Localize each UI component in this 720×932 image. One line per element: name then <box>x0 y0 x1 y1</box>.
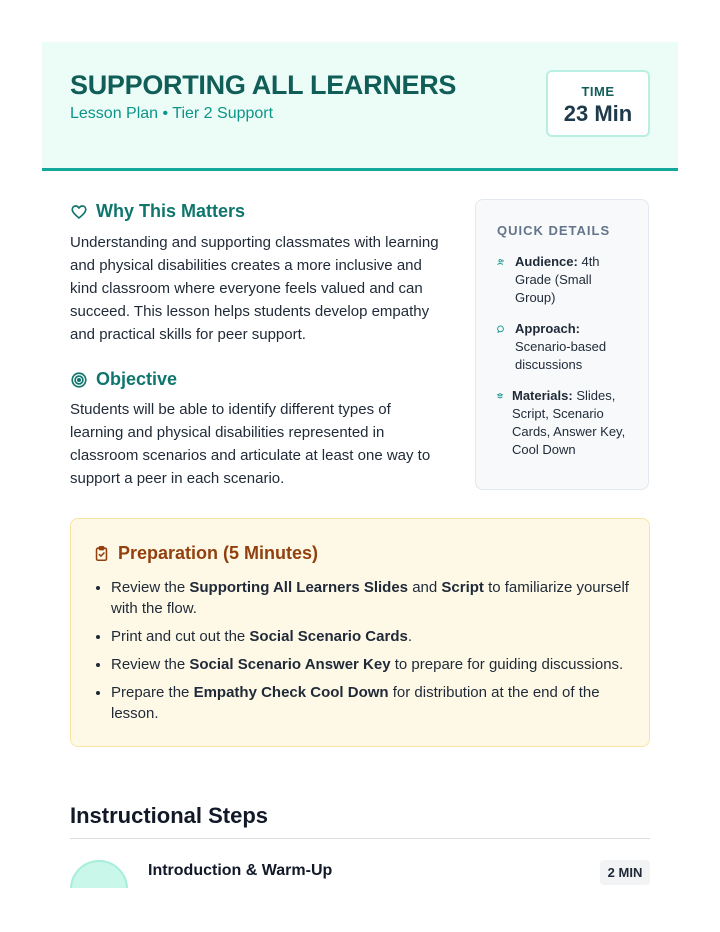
materials-label: Materials: <box>512 388 573 403</box>
why-paragraph <box>70 231 439 346</box>
instructional-steps-title: Instructional Steps <box>70 803 269 828</box>
why-line: Understanding and supporting classmates with learning <box>70 234 439 251</box>
item-text: and <box>408 579 442 596</box>
objective-line: learning and physical disabilities represented in <box>70 424 385 441</box>
item-text: Print and cut out the <box>111 628 250 645</box>
audience-detail <box>515 253 600 307</box>
objective-line: classroom scenarios and articulate at least one way to <box>70 447 431 464</box>
why-section-title <box>70 201 245 222</box>
approach-label: Approach: <box>515 321 580 336</box>
quick-details-card <box>475 199 649 490</box>
objective-line: support a peer in each scenario. <box>70 470 285 487</box>
item-bold: Supporting All Learners Slides <box>189 579 409 596</box>
item-text: for distribution at the end of the lesson. <box>111 684 600 722</box>
target-icon <box>70 371 88 389</box>
heart-icon <box>70 203 88 221</box>
layers-icon <box>496 392 504 400</box>
page-title: SUPPORTING ALL LEARNERS <box>70 70 457 100</box>
item-bold: Social Scenario Cards <box>249 628 408 645</box>
chat-icon <box>497 325 505 333</box>
page-cutoff <box>0 888 720 932</box>
audience-value: 4th <box>581 254 600 269</box>
objective-title-text: Objective <box>96 369 178 389</box>
clipboard-check-icon <box>93 545 110 562</box>
time-label: TIME <box>581 84 615 99</box>
list-item <box>111 682 631 724</box>
preparation-title <box>93 543 318 564</box>
item-text: Review the <box>111 579 190 596</box>
item-text: Review the <box>111 656 190 673</box>
time-card <box>546 70 650 137</box>
objective-section-title <box>70 369 177 390</box>
preparation-card <box>70 518 650 747</box>
item-text: Prepare the <box>111 684 194 701</box>
preparation-title-text: Preparation (5 Minutes) <box>118 543 319 563</box>
audience-label: Audience: <box>515 254 578 269</box>
list-item <box>111 626 631 647</box>
preparation-list <box>93 577 631 731</box>
why-line: and physical disabilities creates a more inclusive and <box>70 257 422 274</box>
why-line: and practical skills for peer support. <box>70 326 306 343</box>
step-duration-badge: 2 MIN <box>600 860 650 885</box>
why-line: kind classroom where everyone feels valued and can <box>70 280 423 297</box>
materials-value: Script, Scenario <box>512 406 604 421</box>
audience-value: Group) <box>515 290 556 305</box>
materials-value: Cool Down <box>512 442 576 457</box>
item-text: . <box>407 628 412 645</box>
materials-detail <box>512 387 625 459</box>
lesson-header <box>42 42 678 171</box>
approach-value: Scenario-based <box>515 339 607 354</box>
why-title-text: Why This Matters <box>96 201 246 221</box>
list-item <box>111 577 631 619</box>
approach-value: discussions <box>515 357 583 372</box>
step-title: Introduction & Warm-Up <box>148 862 333 879</box>
quick-details-title: QUICK DETAILS <box>497 223 611 238</box>
approach-detail <box>515 320 606 374</box>
item-text: to familiarize yourself with the flow. <box>111 579 629 617</box>
materials-value: Cards, Answer Key, <box>512 424 626 439</box>
time-value: 23 Min <box>563 101 633 126</box>
item-bold: Empathy Check Cool Down <box>193 684 389 701</box>
item-text: to prepare for guiding discussions. <box>390 656 624 673</box>
users-icon <box>497 258 505 266</box>
objective-line: Students will be able to identify different types of <box>70 401 391 418</box>
list-item <box>111 654 631 675</box>
page-subtitle: Lesson Plan • Tier 2 Support <box>70 105 274 122</box>
item-bold: Social Scenario Answer Key <box>189 656 391 673</box>
objective-paragraph <box>70 398 430 490</box>
divider <box>70 838 650 839</box>
audience-value: Grade (Small <box>515 272 592 287</box>
item-bold: Script <box>441 579 484 596</box>
materials-value: Slides, <box>576 388 616 403</box>
why-line: succeed. This lesson helps students develop empathy <box>70 303 430 320</box>
